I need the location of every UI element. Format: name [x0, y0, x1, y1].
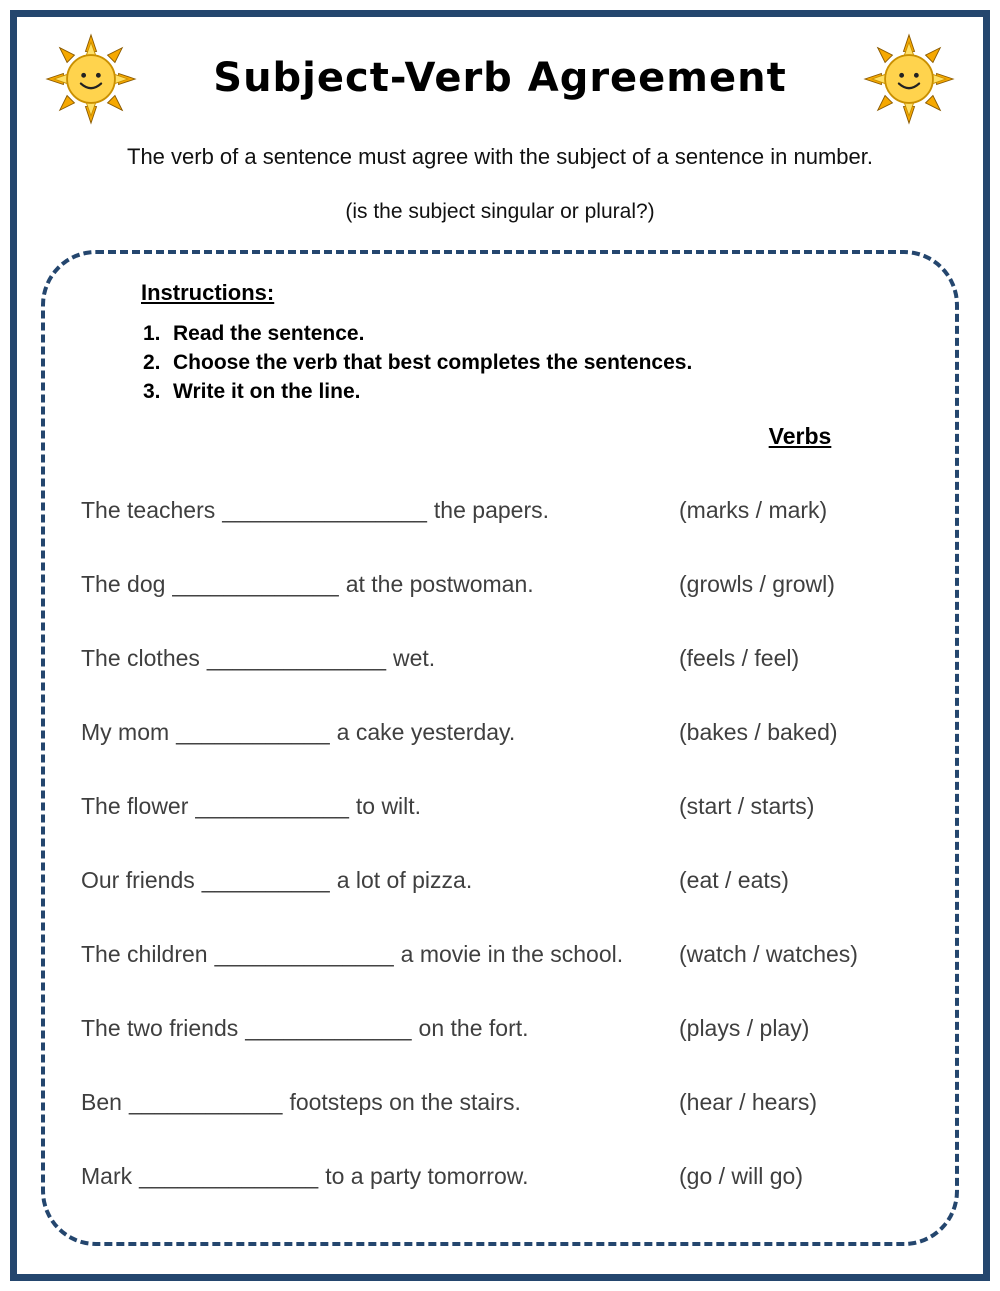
sentence: [79, 793, 675, 820]
sentence-post: footsteps on the stairs.: [289, 1088, 521, 1115]
verb-options: (go / will go): [679, 1162, 803, 1189]
instruction-step: [143, 378, 925, 407]
question-row: [79, 719, 925, 746]
answer-blank[interactable]: __________: [201, 866, 330, 893]
sentence: [79, 1163, 675, 1190]
sentence-pre: The flower: [81, 792, 189, 819]
step-number: 3.: [143, 379, 161, 403]
verbs-column-header: Verbs: [768, 422, 832, 449]
sentence: [79, 1089, 675, 1116]
question-row: [79, 941, 925, 968]
sentence: [79, 645, 675, 672]
answer-blank[interactable]: ____________: [176, 718, 330, 745]
sentence-post: wet.: [393, 644, 436, 671]
question-row: [79, 497, 925, 524]
verb-options: (start / starts): [679, 792, 815, 819]
verb-options: (bakes / baked): [679, 718, 838, 745]
sentence-post: at the postwoman.: [345, 570, 534, 597]
verb-options: (marks / mark): [679, 496, 828, 523]
verb-options: (eat / eats): [679, 866, 789, 893]
sentence-post: to wilt.: [355, 792, 422, 819]
sentence-pre: The dog: [81, 570, 166, 597]
verb-options: (hear / hears): [679, 1088, 818, 1115]
verb-options: (growls / growl): [679, 570, 835, 597]
sentence-post: a lot of pizza.: [336, 866, 473, 893]
sentence: [79, 719, 675, 746]
answer-blank[interactable]: ____________: [128, 1088, 283, 1115]
answer-blank[interactable]: ______________: [214, 940, 394, 967]
sentence-pre: Mark: [81, 1162, 133, 1189]
step-text: Read the sentence.: [173, 322, 365, 345]
instructions-list: [143, 320, 925, 407]
answer-blank[interactable]: ______________: [206, 644, 386, 671]
instruction-step: [143, 320, 925, 349]
answer-blank[interactable]: ________________: [222, 496, 427, 523]
step-number: 2.: [143, 350, 161, 374]
sentence: [79, 867, 675, 894]
sentence: [79, 571, 675, 598]
page-title: Subject-Verb Agreement: [213, 55, 787, 101]
worksheet-hint: (is the subject singular or plural?): [345, 200, 655, 223]
verb-options: (feels / feel): [679, 644, 800, 671]
header: [41, 33, 959, 130]
sentence-post: a movie in the school.: [400, 940, 624, 967]
question-row: [79, 1089, 925, 1116]
sentence-pre: The teachers: [81, 496, 216, 523]
worksheet-body: [41, 250, 959, 1246]
verb-options: (watch / watches): [679, 940, 858, 967]
sentence-post: to a party tomorrow.: [325, 1162, 529, 1189]
sentence: [79, 1015, 675, 1042]
sentence-pre: Our friends: [81, 866, 195, 893]
questions-list: [79, 497, 925, 1190]
sentence: [79, 497, 675, 524]
sentence-post: the papers.: [433, 496, 550, 523]
sentence-pre: The children: [81, 940, 208, 967]
step-text: Write it on the line.: [173, 379, 361, 403]
sun-icon-left: [41, 33, 151, 130]
sun-icon-right: [849, 33, 959, 125]
question-row: [79, 1163, 925, 1190]
answer-blank[interactable]: ____________: [195, 792, 349, 819]
question-row: [79, 571, 925, 598]
sentence-pre: Ben: [81, 1088, 122, 1115]
question-row: [79, 867, 925, 894]
step-text: Choose the verb that best completes the sentences.: [173, 350, 693, 374]
sentence: [79, 941, 675, 968]
instruction-step: [143, 349, 925, 378]
verbs-header-row: [79, 423, 925, 450]
sentence-pre: The clothes: [81, 644, 200, 671]
sentence-pre: My mom: [81, 718, 170, 745]
sentence-pre: The two friends: [81, 1014, 239, 1041]
worksheet-subtitle: The verb of a sentence must agree with the subject of a sentence in number.: [127, 144, 873, 169]
instructions-heading: Instructions:: [141, 280, 275, 305]
answer-blank[interactable]: ______________: [139, 1162, 319, 1189]
sentence-post: on the fort.: [418, 1014, 529, 1041]
answer-blank[interactable]: _____________: [245, 1014, 412, 1041]
question-row: [79, 645, 925, 672]
page-border-frame: [10, 10, 990, 1281]
answer-blank[interactable]: _____________: [172, 570, 339, 597]
sentence-post: a cake yesterday.: [336, 718, 516, 745]
question-row: [79, 793, 925, 820]
verb-options: (plays / play): [679, 1014, 810, 1041]
step-number: 1.: [143, 322, 161, 345]
question-row: [79, 1015, 925, 1042]
